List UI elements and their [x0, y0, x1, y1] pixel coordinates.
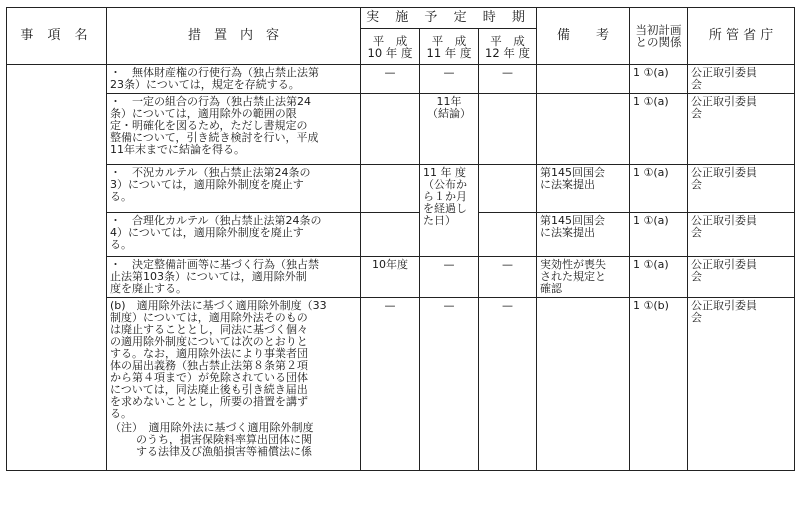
remarks-cell — [537, 298, 630, 471]
h11-cell: 11年 （結論） — [420, 94, 479, 165]
relation-cell: 1 ①(a) — [630, 257, 688, 298]
measure-cell: ・ 無体財産権の行使行為（独占禁止法第 23条）については，規定を存続する。 — [107, 65, 361, 94]
relation-cell: 1 ①(a) — [630, 94, 688, 165]
deregulation-plan-table — [6, 7, 795, 471]
remarks-cell: 実効性が喪失 された規定と 確認 — [537, 257, 630, 298]
relation-cell: 1 ①(a) — [630, 65, 688, 94]
ministry-cell: 公正取引委員 会 — [688, 213, 795, 257]
h11-cell: — — [420, 257, 479, 298]
header-schedule: 実 施 予 定 時 期 — [361, 8, 537, 29]
table-row — [7, 213, 795, 257]
measure-cell: ・ 合理化カルテル（独占禁止法第24条の 4）については，適用除外制度を廃止す る。 — [107, 213, 361, 257]
measure-cell — [107, 298, 361, 471]
h12-cell: — — [479, 65, 537, 94]
h12-cell: — — [479, 298, 537, 471]
remarks-cell — [537, 65, 630, 94]
header-item-name: 事 項 名 — [7, 8, 107, 65]
table-row — [7, 94, 795, 165]
table-row — [7, 165, 795, 213]
h10-cell: — — [361, 65, 420, 94]
h10-cell — [361, 165, 420, 213]
h10-cell: 10年度 — [361, 257, 420, 298]
ministry-cell: 公正取引委員 会 — [688, 94, 795, 165]
remarks-cell: 第145回国会 に法案提出 — [537, 165, 630, 213]
relation-cell: 1 ①(a) — [630, 213, 688, 257]
ministry-cell: 公正取引委員 会 — [688, 165, 795, 213]
item-name-cell — [7, 65, 107, 471]
measure-cell: ・ 不況カルテル（独占禁止法第24条の 3）については，適用除外制度を廃止す る。 — [107, 165, 361, 213]
header-h10: 平 成 10 年 度 — [361, 29, 420, 65]
table-row — [7, 298, 795, 471]
h12-cell: — — [479, 257, 537, 298]
remarks-cell: 第145回国会 に法案提出 — [537, 213, 630, 257]
relation-cell: 1 ①(a) — [630, 165, 688, 213]
h12-cell — [479, 165, 537, 213]
header-ministry: 所 管 省 庁 — [688, 8, 795, 65]
table-row — [7, 257, 795, 298]
measure-cell: ・ 一定の組合の行為（独占禁止法第24 条）については，適用除外の範囲の限 定・明確化を図るため，ただし書規定の 整備について，引き続き検討を行い，平成 11年末までに結論を得る。 — [107, 94, 361, 165]
note-text: （注） 適用除外法に基づく適用除外制度 のうち，損害保険料率算出団体に関 する法律及び漁船損害等補償法に係 — [110, 421, 314, 458]
header-measure: 措 置 内 容 — [107, 8, 361, 65]
remarks-cell — [537, 94, 630, 165]
h10-cell — [361, 213, 420, 257]
h10-cell: — — [361, 298, 420, 471]
measure-text: (b) 適用除外法に基づく適用除外制度（33 制度）については，適用除外法そのもの は廃止することとし，同法に基づく個々 の適用除外制度については次のとおりと する。なお，適用除外法により事業者団 体の届出義務（独占禁止法第８条第２項 から第４項まで）が免除されている団体 については，同法廃止後も引き続き届出 を求めないこととし，所要の措置を講ず る。 — [110, 299, 327, 420]
h12-cell — [479, 94, 537, 165]
h12-cell — [479, 213, 537, 257]
header-remarks: 備 考 — [537, 8, 630, 65]
relation-cell: 1 ①(b) — [630, 298, 688, 471]
header-h11: 平 成 11 年 度 — [420, 29, 479, 65]
table-row — [7, 65, 795, 94]
measure-cell: ・ 決定整備計画等に基づく行為（独占禁 止法第103条）については，適用除外制 度を廃止する。 — [107, 257, 361, 298]
h11-cell: — — [420, 298, 479, 471]
h10-cell — [361, 94, 420, 165]
ministry-cell: 公正取引委員 会 — [688, 257, 795, 298]
ministry-cell: 公正取引委員 会 — [688, 298, 795, 471]
h11-cell: — — [420, 65, 479, 94]
header-h12: 平 成 12 年 度 — [479, 29, 537, 65]
header-relation: 当初計画 との関係 — [630, 8, 688, 65]
h11-merged-cell: 11 年 度 （公布か ら１か月 を経過し た日） — [420, 165, 479, 257]
ministry-cell: 公正取引委員 会 — [688, 65, 795, 94]
